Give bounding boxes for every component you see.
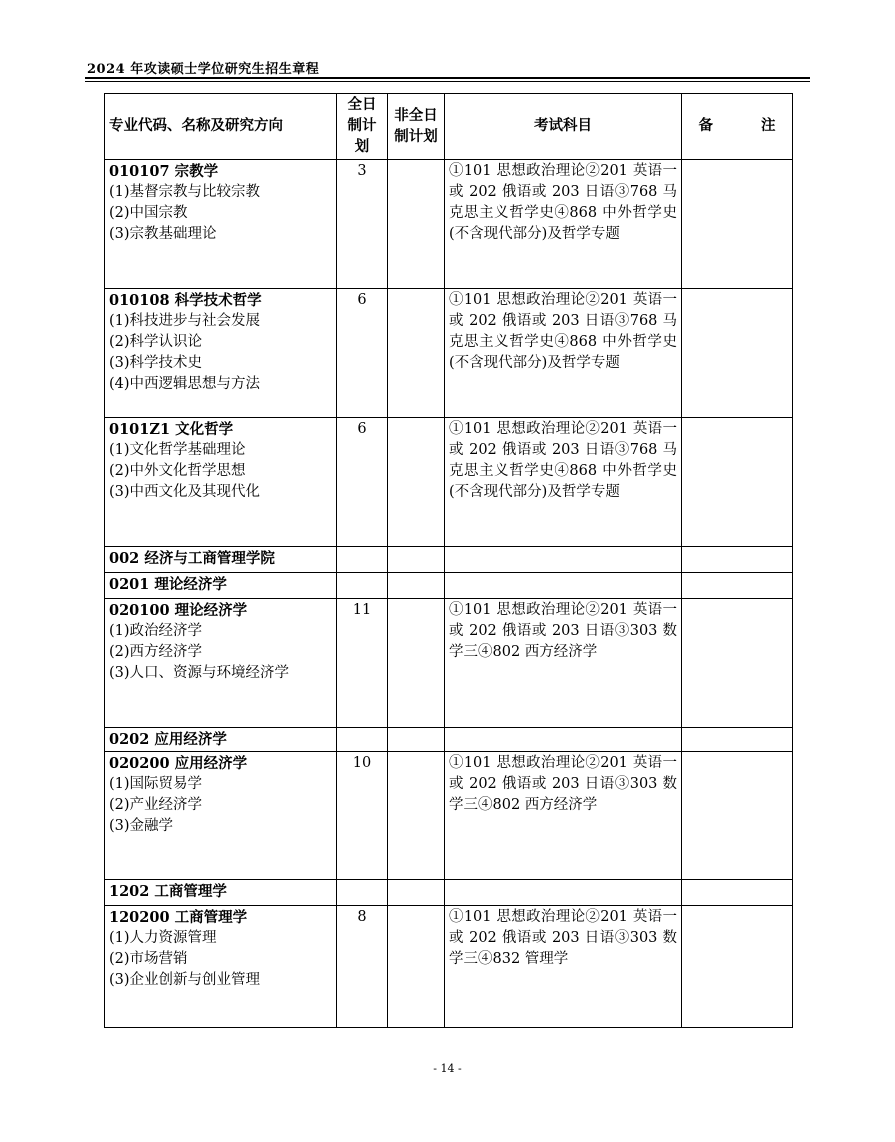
section-part-time: [388, 880, 445, 906]
section-label: 0202 应用经济学: [105, 728, 337, 752]
research-direction: (2)中外文化哲学思想: [109, 463, 246, 479]
section-row: [105, 547, 793, 573]
research-direction: (2)中国宗教: [109, 205, 188, 221]
header-major: 专业代码、名称及研究方向: [105, 94, 337, 160]
header-remark: [682, 94, 793, 160]
remark: [682, 906, 793, 1028]
part-time-plan: [388, 289, 445, 418]
section-remark: [682, 547, 793, 573]
remark: [682, 752, 793, 880]
section-row: [105, 728, 793, 752]
header-exam: 考试科目: [445, 94, 682, 160]
research-direction: (2)科学认识论: [109, 334, 203, 350]
section-part-time: [388, 547, 445, 573]
table-body: [105, 160, 793, 1028]
research-direction: (4)中西逻辑思想与方法: [109, 376, 261, 392]
section-part-time: [388, 728, 445, 752]
major-row: [105, 160, 793, 289]
major-row: [105, 418, 793, 547]
remark: [682, 599, 793, 728]
full-time-plan: 3: [337, 160, 388, 289]
major-row: [105, 752, 793, 880]
section-exam: [445, 880, 682, 906]
section-remark: [682, 728, 793, 752]
exam-subjects: ①101 思想政治理论②201 英语一或 202 俄语或 203 日语③768 马克思主义哲学史④868 中外哲学史(不含现代部分)及哲学专题: [445, 418, 682, 547]
part-time-plan: [388, 752, 445, 880]
section-remark: [682, 880, 793, 906]
section-full-time: [337, 728, 388, 752]
full-time-plan: 11: [337, 599, 388, 728]
exam-subjects: ①101 思想政治理论②201 英语一或 202 俄语或 203 日语③303 数学三④802 西方经济学: [445, 599, 682, 728]
section-row: [105, 573, 793, 599]
remark: [682, 160, 793, 289]
section-exam: [445, 728, 682, 752]
header-rule-thin: [85, 81, 810, 82]
major-cell: [105, 752, 337, 880]
remark: [682, 289, 793, 418]
section-label: 002 经济与工商管理学院: [105, 547, 337, 573]
section-label: 0201 理论经济学: [105, 573, 337, 599]
research-direction: (2)西方经济学: [109, 644, 203, 660]
research-direction: (1)文化哲学基础理论: [109, 442, 246, 458]
section-exam: [445, 547, 682, 573]
research-direction: (3)中西文化及其现代化: [109, 484, 261, 500]
research-direction: (1)科技进步与社会发展: [109, 313, 261, 329]
major-cell: [105, 418, 337, 547]
major-code-name: 120200 工商管理学: [109, 909, 248, 926]
page-number: - 14 -: [433, 1062, 462, 1075]
exam-subjects: ①101 思想政治理论②201 英语一或 202 俄语或 203 日语③768 马克思主义哲学史④868 中外哲学史(不含现代部分)及哲学专题: [445, 160, 682, 289]
page-header-title: 2024 年攻读硕士学位研究生招生章程: [87, 62, 320, 77]
research-direction: (2)市场营销: [109, 951, 188, 967]
section-label: 1202 工商管理学: [105, 880, 337, 906]
part-time-plan: [388, 599, 445, 728]
header-rule-thick: [85, 77, 810, 79]
major-cell: [105, 599, 337, 728]
section-exam: [445, 573, 682, 599]
major-code-name: 010108 科学技术哲学: [109, 292, 262, 309]
section-remark: [682, 573, 793, 599]
major-row: [105, 906, 793, 1028]
research-direction: (1)基督宗教与比较宗教: [109, 184, 261, 200]
section-full-time: [337, 573, 388, 599]
research-direction: (3)人口、资源与环境经济学: [109, 665, 290, 681]
major-code-name: 0101Z1 文化哲学: [109, 421, 234, 438]
full-time-plan: 10: [337, 752, 388, 880]
header-remark-a: 备: [698, 118, 713, 134]
part-time-plan: [388, 160, 445, 289]
header-remark-b: 注: [761, 118, 776, 134]
full-time-plan: 6: [337, 289, 388, 418]
header-part-time: 非全日制计划: [388, 94, 445, 160]
research-direction: (3)金融学: [109, 818, 174, 834]
section-part-time: [388, 573, 445, 599]
research-direction: (1)人力资源管理: [109, 930, 217, 946]
full-time-plan: 8: [337, 906, 388, 1028]
major-code-name: 020200 应用经济学: [109, 755, 248, 772]
exam-subjects: ①101 思想政治理论②201 英语一或 202 俄语或 203 日语③768 马克思主义哲学史④868 中外哲学史(不含现代部分)及哲学专题: [445, 289, 682, 418]
section-full-time: [337, 880, 388, 906]
remark: [682, 418, 793, 547]
major-cell: [105, 906, 337, 1028]
exam-subjects: ①101 思想政治理论②201 英语一或 202 俄语或 203 日语③303 数学三④832 管理学: [445, 906, 682, 1028]
part-time-plan: [388, 906, 445, 1028]
research-direction: (1)国际贸易学: [109, 776, 203, 792]
section-row: [105, 880, 793, 906]
section-full-time: [337, 547, 388, 573]
major-code-name: 010107 宗教学: [109, 163, 219, 180]
research-direction: (3)企业创新与创业管理: [109, 972, 261, 988]
research-direction: (1)政治经济学: [109, 623, 203, 639]
research-direction: (3)科学技术史: [109, 355, 203, 371]
research-direction: (2)产业经济学: [109, 797, 203, 813]
research-direction: (3)宗教基础理论: [109, 226, 217, 242]
major-cell: [105, 289, 337, 418]
part-time-plan: [388, 418, 445, 547]
major-row: [105, 599, 793, 728]
table-header-row: [105, 94, 793, 160]
full-time-plan: 6: [337, 418, 388, 547]
major-code-name: 020100 理论经济学: [109, 602, 248, 619]
header-full-time: 全日制计划: [337, 94, 388, 160]
admissions-table: [104, 93, 793, 1028]
major-row: [105, 289, 793, 418]
major-cell: [105, 160, 337, 289]
exam-subjects: ①101 思想政治理论②201 英语一或 202 俄语或 203 日语③303 数学三④802 西方经济学: [445, 752, 682, 880]
